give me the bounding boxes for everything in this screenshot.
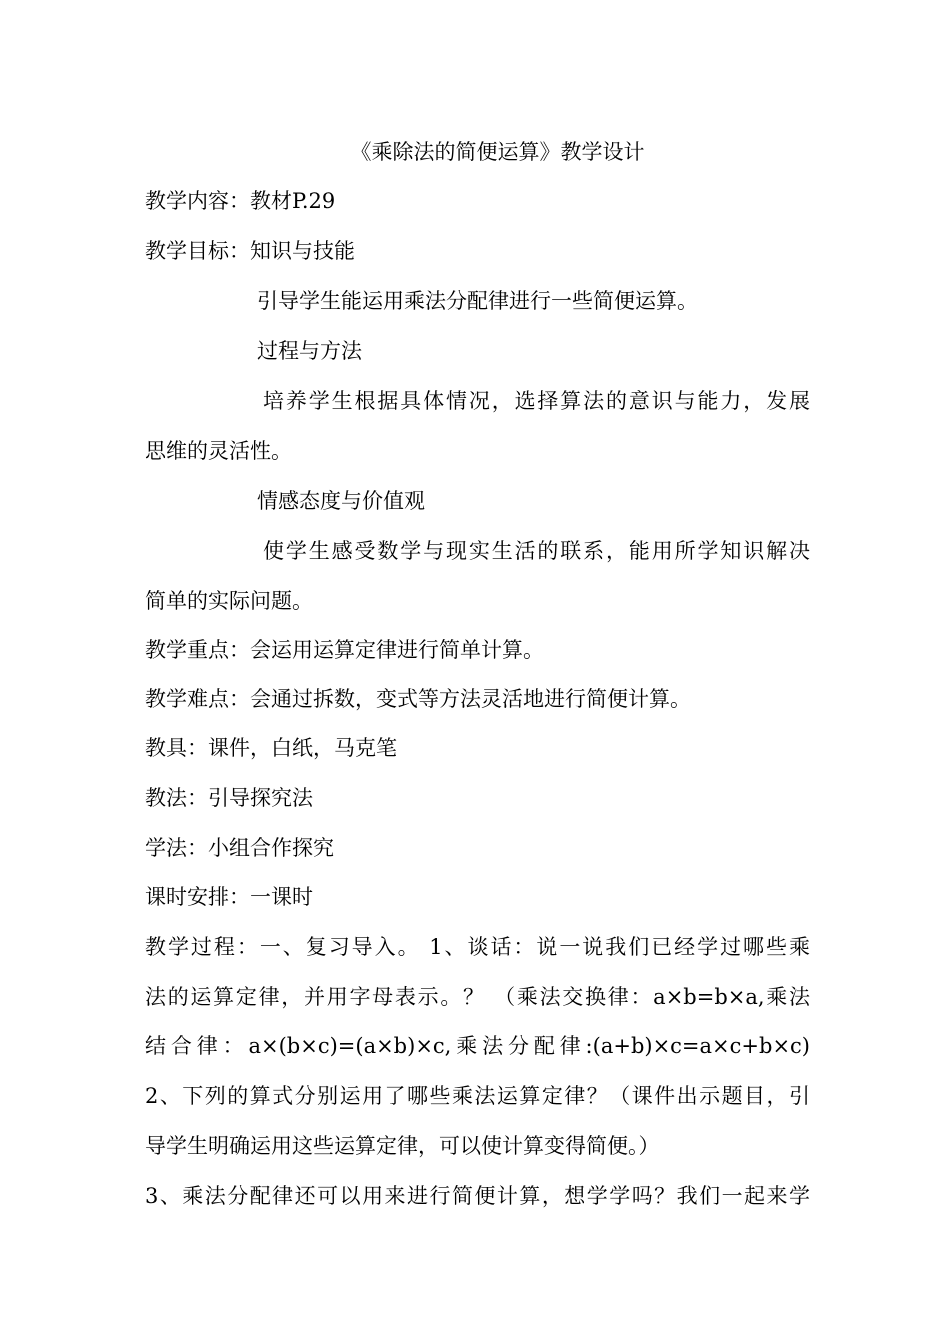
teaching-content: 教学内容：教材P.29 xyxy=(145,189,336,213)
attitude-values-line-1: 使学生感受数学与现实生活的联系，能用所学知识解决 xyxy=(263,539,810,563)
teaching-method: 教法：引导探究法 xyxy=(145,786,313,810)
class-schedule: 课时安排：一课时 xyxy=(145,885,313,909)
process-method-line-1: 培养学生根据具体情况，选择算法的意识与能力，发展 xyxy=(263,389,810,413)
teaching-process-line-6: 3、乘法分配律还可以用来进行简便计算，想学学吗？我们一起来学 xyxy=(145,1184,810,1208)
teaching-process-line-3: 结合律：a×(b×c)=(a×b)×c,乘法分配律:(a+b)×c=a×c+b×c) xyxy=(145,1034,810,1058)
teaching-process-line-4: 2、下列的算式分别运用了哪些乘法运算定律？（课件出示题目，引 xyxy=(145,1084,810,1108)
process-method-line-2: 思维的灵活性。 xyxy=(145,439,292,463)
teaching-process-line-2: 法的运算定律，并用字母表示。？ （乘法交换律：a×b=b×a,乘法 xyxy=(145,985,810,1009)
attitude-values-label: 情感态度与价值观 xyxy=(257,489,425,513)
teaching-key-point: 教学重点：会运用运算定律进行简单计算。 xyxy=(145,638,544,662)
objective-knowledge-skills: 引导学生能运用乘法分配律进行一些简便运算。 xyxy=(257,289,698,313)
process-method-label: 过程与方法 xyxy=(257,339,362,363)
teaching-objectives-label: 教学目标：知识与技能 xyxy=(145,239,355,263)
teaching-tools: 教具：课件，白纸，马克笔 xyxy=(145,736,397,760)
teaching-process-line-5: 导学生明确运用这些运算定律，可以使计算变得简便。） xyxy=(145,1134,660,1158)
teaching-difficulty: 教学难点：会通过拆数，变式等方法灵活地进行简便计算。 xyxy=(145,687,691,711)
learning-method: 学法：小组合作探究 xyxy=(145,836,334,860)
teaching-process-line-1: 教学过程：一、复习导入。 1、谈话：说一说我们已经学过哪些乘 xyxy=(145,935,810,959)
document-title: 《乘除法的简便运算》教学设计 xyxy=(350,140,645,164)
attitude-values-line-2: 简单的实际问题。 xyxy=(145,589,313,613)
